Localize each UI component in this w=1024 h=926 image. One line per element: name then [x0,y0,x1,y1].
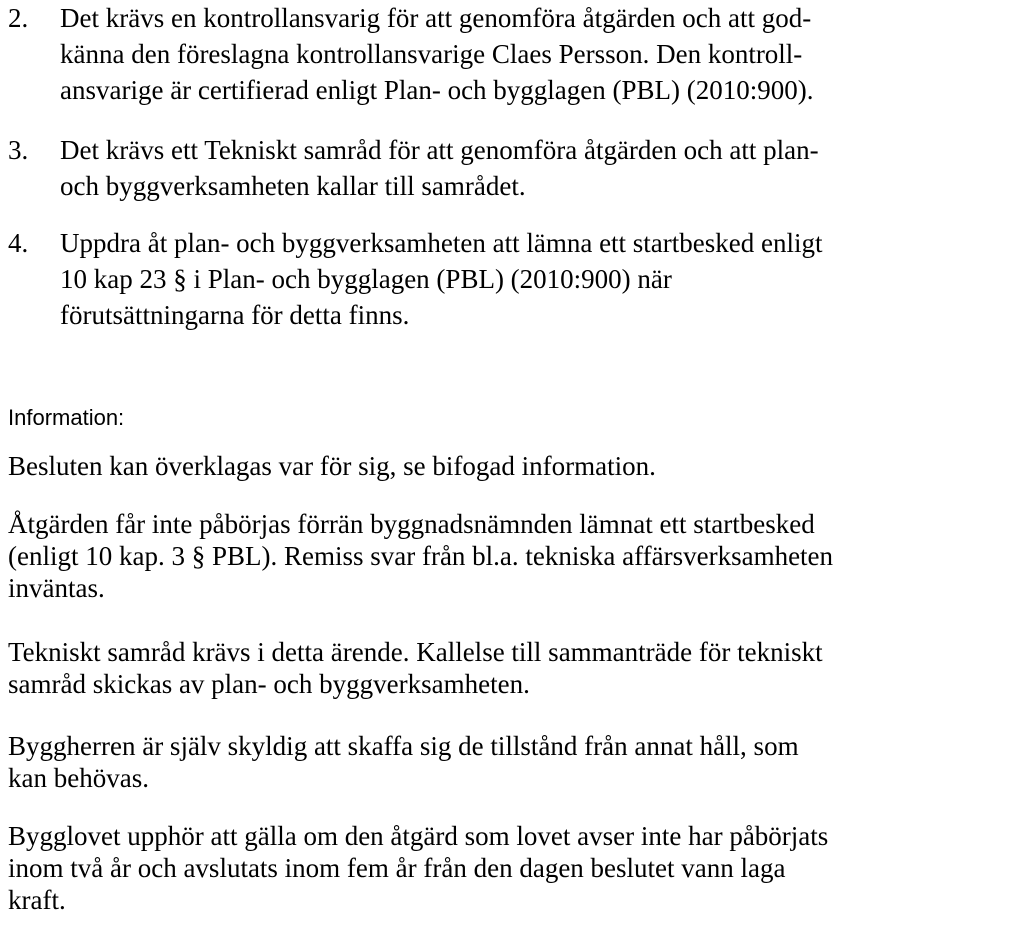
information-paragraph-permits [8,730,799,794]
list-item-text [60,225,823,333]
list-item-line: Det krävs ett Tekniskt samråd för att genomföra åtgärden och att plan- [60,135,819,165]
information-paragraph-validity [8,820,828,916]
paragraph-line: samråd skickas av plan- och byggverksamheten. [8,669,530,699]
list-item-line: ansvarige är certifierad enligt Plan- och bygglagen (PBL) (2010:900). [60,75,814,105]
paragraph-line: (enligt 10 kap. 3 § PBL). Remiss svar från bl.a. tekniska affärsverksamheten [8,541,834,571]
paragraph-line: Tekniskt samråd krävs i detta ärende. Kallelse till sammanträde för tekniskt [8,637,823,667]
list-item-number: 3. [8,135,29,165]
paragraph-line: inom två år och avslutats inom fem år från den dagen beslutet vann laga [8,853,786,883]
information-paragraph-start-notice [8,508,833,604]
list-item-line: känna den föreslagna kontrollansvarige Claes Persson. Den kontroll- [60,39,803,69]
paragraph-line: Åtgärden får inte påbörjas förrän byggnadsnämnden lämnat ett startbesked [8,509,815,539]
information-paragraph-consultation [8,636,823,700]
paragraph-line: Byggherren är själv skyldig att skaffa sig de tillstånd från annat håll, som [8,731,799,761]
paragraph-line: kan behövas. [8,763,149,793]
paragraph-line: Bygglovet upphör att gälla om den åtgärd som lovet avser inte har påbörjats [8,821,829,851]
list-item-line: förutsättningarna för detta finns. [60,300,410,330]
list-item-text [60,132,819,204]
list-item-text [60,0,814,108]
list-item-line: Uppdra åt plan- och byggverksamheten att lämna ett startbesked enligt [60,228,823,258]
information-paragraph-appeal [8,450,656,482]
paragraph-line: kraft. [8,885,66,915]
paragraph-line: Besluten kan överklagas var för sig, se bifogad information. [8,451,656,481]
list-item-number: 2. [8,3,29,33]
paragraph-line: inväntas. [8,573,105,603]
information-heading: Information: [8,405,125,430]
list-item-line: Det krävs en kontrollansvarig för att genomföra åtgärden och att god- [60,3,812,33]
list-item-line: 10 kap 23 § i Plan- och bygglagen (PBL) (2010:900) när [60,264,672,294]
list-item-line: och byggverksamheten kallar till samrådet. [60,171,526,201]
list-item-number: 4. [8,228,29,258]
